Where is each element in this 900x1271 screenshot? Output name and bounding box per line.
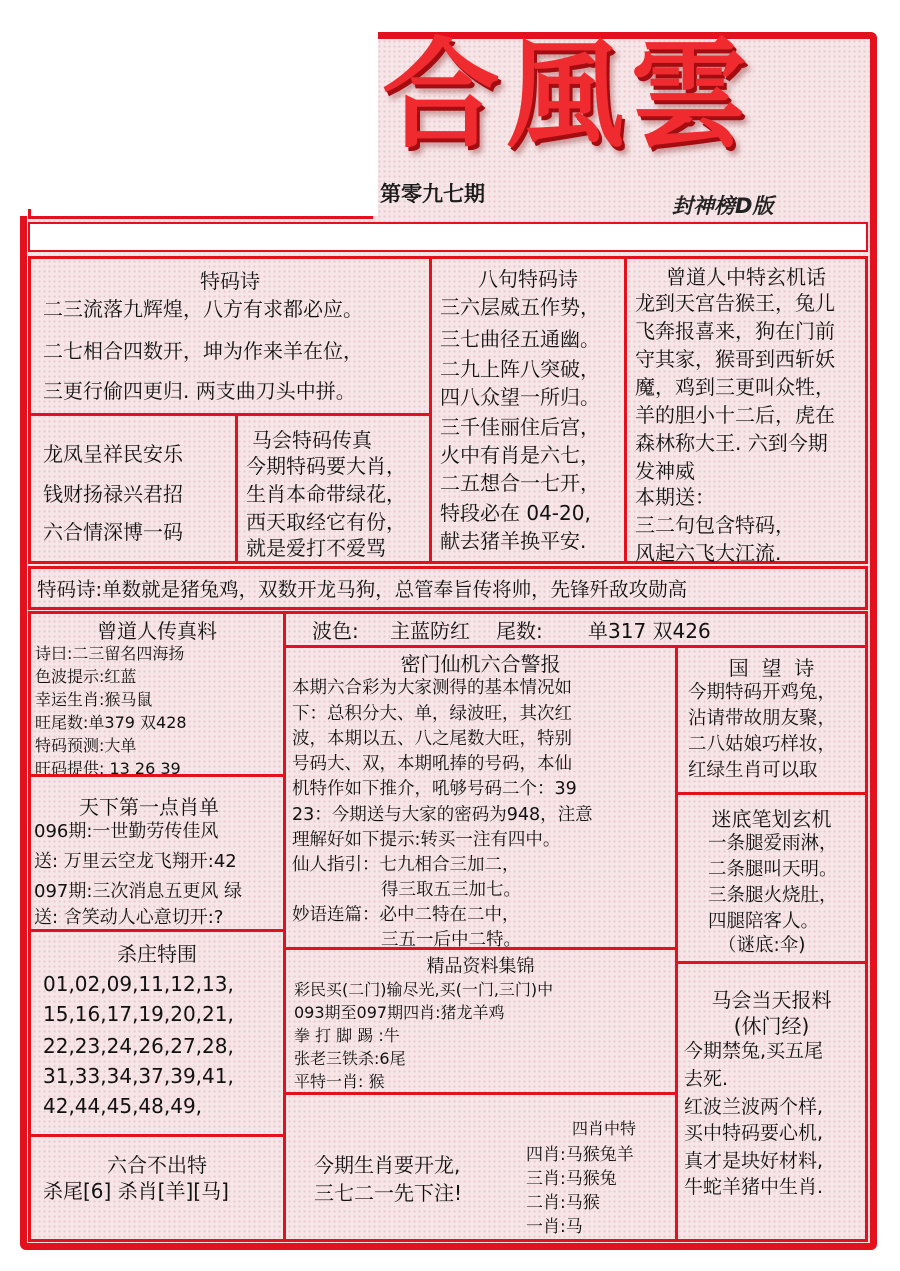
info-line: 今期生肖要开龙, — [314, 1153, 461, 1177]
panel-riddle — [675, 792, 868, 964]
banner-text: 特码诗:单数就是猪兔鸡，双数开龙马狗，总管奉旨传将帅，先锋歼敌攻勋高 — [37, 578, 688, 601]
issue-number: 第零九七期 — [380, 182, 485, 206]
info-line: 四肖:马猴兔羊 — [526, 1145, 634, 1165]
info-line: 096期:一世勤劳传佳风 — [34, 821, 219, 842]
panel-top-zodiac-list — [28, 774, 286, 932]
poem-line: 特段必在 04-20, — [440, 501, 591, 525]
info-line: 特码预测:大单 — [35, 736, 137, 755]
panel-title: 马会特码传真 — [252, 428, 372, 452]
panel-title: 迷底笔划玄机 — [711, 807, 832, 831]
tail-label: 尾数: — [496, 619, 543, 643]
alert-line: 仙人指引：七九相合三加二， — [292, 855, 520, 875]
alert-line: 理解好如下提示:转买一注有四中。 — [292, 830, 561, 850]
poem-line: 西天取经它有份， — [246, 510, 406, 534]
info-line: 送: 含笑动人心意切开:? — [34, 907, 224, 928]
poem-line: 三六层威五作势， — [440, 295, 600, 319]
banner-tema-poem — [28, 566, 868, 610]
panel-kill-dealer — [28, 929, 286, 1137]
poem-line: 龙到天宫告猴王，兔儿 — [635, 291, 835, 315]
poem-line: 三条腿火烧肚， — [708, 885, 838, 906]
alert-line: 23：今期送与大家的密码为948，注意 — [292, 805, 593, 825]
panel-secret-alert — [283, 645, 678, 950]
poem-line: 献去猪羊换平安. — [440, 529, 587, 553]
panel-zengdaoren-fax — [28, 611, 286, 777]
number-line: 31,33,34,37,39,41, — [43, 1064, 234, 1088]
poem-line: 魔，鸡到三更叫众牲， — [635, 375, 835, 399]
poem-line: 四八众望一所归。 — [440, 385, 600, 409]
panel-dragon-zodiac — [283, 1092, 678, 1242]
poem-line: 守其家，猴哥到西斩妖 — [635, 347, 835, 371]
panel-title: 八句特码诗 — [478, 267, 578, 291]
panel-auspicious — [28, 413, 238, 564]
info-line: 杀尾[6] 杀肖[羊][马] — [43, 1179, 229, 1203]
wave-value: 主蓝防红 — [390, 619, 470, 643]
alert-line: 得三取五三加七。 — [292, 880, 522, 900]
panel-title: 曾道人中特玄机话 — [666, 265, 826, 289]
poem-line: 龙凤呈祥民安乐 — [43, 442, 183, 466]
poem-line: 二五想合一七开， — [440, 471, 600, 495]
poem-line: 红波兰波两个样, — [684, 1096, 824, 1118]
poem-line: 钱财扬禄兴君招 — [43, 482, 183, 506]
alert-line: 妙语连篇：必中二特在二中， — [292, 905, 520, 925]
poem-line: 二七相合四数开，坤为作来羊在位， — [43, 339, 363, 363]
header-underline — [28, 209, 373, 219]
alert-line: 波，本期以五、八之尾数大旺，特别 — [292, 729, 572, 749]
poem-line: 沾请带故朋友聚， — [688, 708, 837, 729]
riddle-answer: （谜底:伞) — [718, 935, 806, 956]
panel-wave-color — [283, 611, 868, 648]
poem-line: 今期禁兔,买五尾 — [684, 1040, 824, 1062]
number-line: 42,44,45,48,49, — [43, 1094, 203, 1118]
number-line: 22,23,24,26,27,28, — [43, 1034, 234, 1058]
poem-line: 二条腿叫天明。 — [708, 859, 838, 880]
poem-line: 今期特码开鸡兔， — [688, 682, 837, 703]
edition-label: 封神榜D版 — [672, 194, 774, 218]
poem-line: 一条腿爱雨淋， — [708, 833, 838, 854]
poem-line: 生肖本命带绿花， — [246, 482, 406, 506]
poem-line: 三七曲径五通幽。 — [440, 327, 600, 351]
panel-title: 杀庄特围 — [117, 942, 197, 966]
poem-line: 六合情深博一码 — [43, 520, 183, 544]
number-line: 01,02,09,11,12,13, — [43, 972, 234, 996]
poem-line: 火中有肖是六七， — [440, 443, 600, 467]
panel-boutique-data — [283, 947, 678, 1095]
wave-label: 波色: — [312, 619, 359, 643]
poem-line: 真才是块好材料, — [684, 1150, 824, 1172]
info-line: 彩民买(二门)输尽光,买(一门,三门)中 — [294, 980, 554, 999]
info-line: 幸运生肖:猴马鼠 — [35, 690, 153, 709]
poem-line: 今期特码要大肖， — [246, 454, 406, 478]
poem-line: 去死. — [684, 1068, 729, 1090]
info-line: 093期至097期四肖:猪龙羊鸡 — [294, 1003, 505, 1022]
panel-title: 马会当天报料 — [711, 988, 832, 1012]
panel-title: 精品资料集锦 — [426, 956, 535, 977]
poem-line: 发神威 — [635, 459, 695, 483]
poem-line: 牛蛇羊猪中生肖. — [684, 1176, 824, 1198]
info-line: 平特一肖: 猴 — [294, 1072, 385, 1091]
poem-line: 森林称大王. 六到今期 — [635, 431, 828, 455]
alert-line: 号码大、双，本期吼捧的号码，本仙 — [292, 754, 572, 774]
panel-no-special — [28, 1134, 286, 1242]
poem-line: 三二句包含特码， — [635, 513, 795, 537]
alert-line: 本期六合彩为大家测得的基本情况如 — [292, 678, 572, 698]
header-white-area — [20, 28, 378, 216]
panel-eight-lines — [429, 256, 627, 564]
poem-line: 二九上阵八突破， — [440, 357, 600, 381]
header-white-strip — [28, 222, 868, 252]
info-line: 诗曰:二三留名四海扬 — [35, 644, 185, 663]
poem-line: 二三流落九辉煌，八方有求都必应。 — [43, 297, 363, 321]
panel-title: 天下第一点肖单 — [79, 795, 219, 819]
info-line: 张老三铁杀:6尾 — [294, 1049, 406, 1068]
masthead-title: 合風雲 — [382, 25, 755, 164]
info-line: 送: 万里云空龙飞翔开:42 — [34, 851, 237, 872]
poem-line: 买中特码要心机, — [684, 1122, 824, 1144]
info-line: 旺尾数:单379 双428 — [35, 713, 187, 732]
poem-line: 就是爱打不爱骂 — [246, 536, 386, 560]
panel-title: 国 望 诗 — [728, 656, 815, 680]
poem-line: 三更行偷四更归. 两支曲刀头中拼。 — [43, 379, 356, 403]
panel-title: 六合不出特 — [107, 1153, 207, 1177]
panel-title: 四肖中特 — [572, 1119, 637, 1138]
poem-line: 羊的胆小十二后，虎在 — [635, 403, 835, 427]
panel-tema-poem — [28, 256, 432, 416]
panel-zengdaoren-words — [624, 256, 868, 564]
poem-line: 本期送： — [635, 485, 715, 509]
panel-title: 特码诗 — [200, 269, 260, 293]
alert-line: 机特作如下推介，吼够号码二个：39 — [292, 779, 577, 799]
panel-guowang-poem — [675, 645, 868, 795]
poem-line: 风起六飞大江流. — [635, 541, 782, 565]
info-line: 097期:三次消息五更风 绿 — [34, 881, 243, 902]
panel-mahui-fax — [235, 413, 432, 564]
alert-line: 下：总积分大、单，绿波旺，其次红 — [292, 704, 572, 724]
tail-value: 单317 双426 — [588, 619, 711, 643]
poem-line: 四腿陪客人。 — [708, 911, 820, 932]
poem-line: 二八姑娘巧样妆， — [688, 734, 837, 755]
poem-line: 红绿生肖可以取 — [688, 760, 818, 781]
info-line: 一肖:马 — [526, 1217, 583, 1237]
number-line: 15,16,17,19,20,21, — [43, 1002, 234, 1026]
info-line: 三七二一先下注! — [314, 1181, 463, 1205]
panel-subtitle: (休门经) — [733, 1014, 810, 1038]
info-line: 三肖:马猴兔 — [526, 1169, 617, 1189]
panel-title: 密门仙机六合警报 — [400, 652, 561, 676]
poem-line: 三千佳丽住后宫， — [440, 415, 600, 439]
info-line: 旺码提供: 13 26 39 — [35, 759, 181, 778]
poem-line: 飞奔报喜来，狗在门前 — [635, 319, 835, 343]
info-line: 色波提示:红蓝 — [35, 667, 137, 686]
panel-mahui-report — [675, 961, 868, 1242]
panel-title: 曾道人传真料 — [97, 619, 217, 643]
info-line: 二肖:马猴 — [526, 1193, 600, 1213]
alert-line: 三五一后中二特。 — [292, 930, 522, 950]
info-line: 拳 打 脚 踢 :牛 — [294, 1026, 400, 1045]
